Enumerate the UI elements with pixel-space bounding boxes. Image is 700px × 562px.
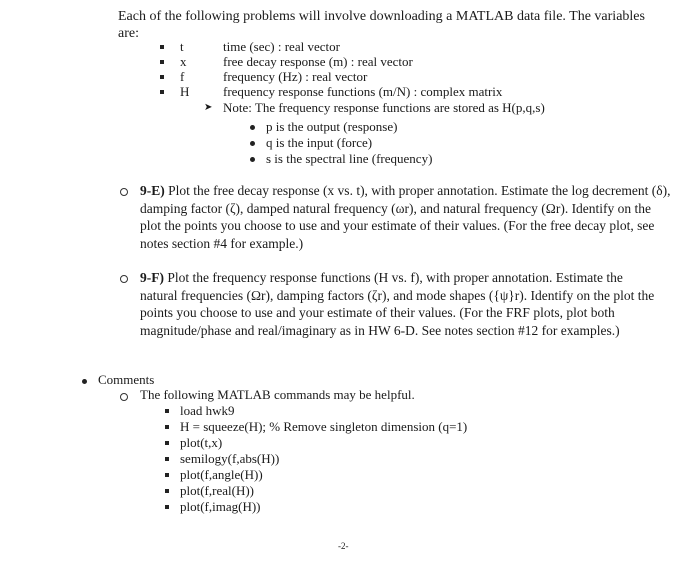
variable-symbol: f	[180, 69, 185, 84]
hollow-bullet-icon	[120, 393, 128, 401]
bullet-square-icon	[160, 60, 164, 64]
bullet-dot-icon	[250, 125, 255, 130]
bullet-dot-icon	[250, 141, 255, 146]
problem-label: 9-E)	[140, 183, 165, 198]
variable-description: time (sec) : real vector	[223, 39, 340, 54]
bullet-square-icon	[160, 75, 164, 79]
bullet-square-icon	[165, 505, 169, 509]
bullet-dot-icon	[250, 157, 255, 162]
hollow-bullet-icon	[120, 188, 128, 196]
variable-symbol: t	[180, 39, 184, 54]
comments-subheading: The following MATLAB commands may be helpful.	[140, 387, 415, 402]
bullet-square-icon	[165, 441, 169, 445]
problem-9e	[140, 182, 672, 252]
comments-heading: Comments	[98, 372, 155, 387]
bullet-dot-icon	[82, 379, 87, 384]
bullet-square-icon	[165, 473, 169, 477]
variable-symbol: H	[180, 84, 190, 99]
hollow-bullet-icon	[120, 275, 128, 283]
arrow-bullet-icon: ➤	[204, 102, 213, 113]
variable-symbol: x	[180, 54, 187, 69]
bullet-square-icon	[165, 409, 169, 413]
bullet-square-icon	[160, 90, 164, 94]
bullet-square-icon	[165, 457, 169, 461]
variable-description: free decay response (m) : real vector	[223, 54, 413, 69]
problem-label: 9-F)	[140, 270, 164, 285]
note-text: Note: The frequency response functions are stored as H(p,q,s)	[223, 100, 545, 115]
problem-9f	[140, 269, 662, 339]
bullet-square-icon	[165, 425, 169, 429]
intro-paragraph: Each of the following problems will involve downloading a MATLAB data file. The variables are:	[118, 9, 645, 41]
page-number: -2-	[338, 541, 349, 551]
document-page: Each of the following problems will involve downloading a MATLAB data file. The variables are: t time (sec) : real vector x free decay response (m) : real vector f frequency (Hz) : real vector H frequency response functions (m/N) : complex matrix ➤ Note: The frequency response functions are stored as H(p,q,s) p is the output (response) q is the input (force) s is the spectral line (frequency) 9-E) Plot the free decay response (x vs. t), with proper annotation. Estimate the log decrement (δ), damping factor (ζ), damped natural frequency (ωr), and natural frequency (Ωr). Identify on the plot the points you choose to use and your estimate of their values. (For the free decay plot, see notes section #4 for example.) 9-F) Plot the frequency response functions (H vs. f), with proper annotation. Estimate the natural frequencies (Ωr), damping factors (ζr), and mode shapes ({ψ}r). Identify on the plot the points you choose to use and your estimate of their values. (For the FRF plots, plot both magnitude/phase and real/imaginary as in HW 6-D. See notes section #12 for examples.) Comments The following MATLAB commands may be helpful. load hwk9 H = squeeze(H); % Remove singleton dimension (q=1) plot(t,x) semilogy(f,abs(H)) plot(f,angle(H)) plot(f,real(H)) plot(f,imag(H)) -2-	[0, 0, 700, 562]
variable-description: frequency response functions (m/N) : complex matrix	[223, 84, 503, 99]
problem-text: Plot the frequency response functions (H vs. f), with proper annotation. Estimate the natural frequencies (Ωr), damping factors (ζr), and mode shapes ({ψ}r). Identify on the plot the points you choose to use and your estimate of their values. (For the FRF plots, plot both magnitude/phase and real/imaginary as in HW 6-D. See notes section #12 for examples.)	[140, 270, 655, 338]
bullet-square-icon	[160, 45, 164, 49]
variable-description: frequency (Hz) : real vector	[223, 69, 368, 84]
problem-text: Plot the free decay response (x vs. t), with proper annotation. Estimate the log decrement (δ), damping factor (ζ), damped natural frequency (ωr), and natural frequency (Ωr). Identify on the plot the points you choose to use and your estimate of their values. (For the free decay plot, see notes section #4 for example.)	[140, 183, 671, 251]
bullet-square-icon	[165, 489, 169, 493]
